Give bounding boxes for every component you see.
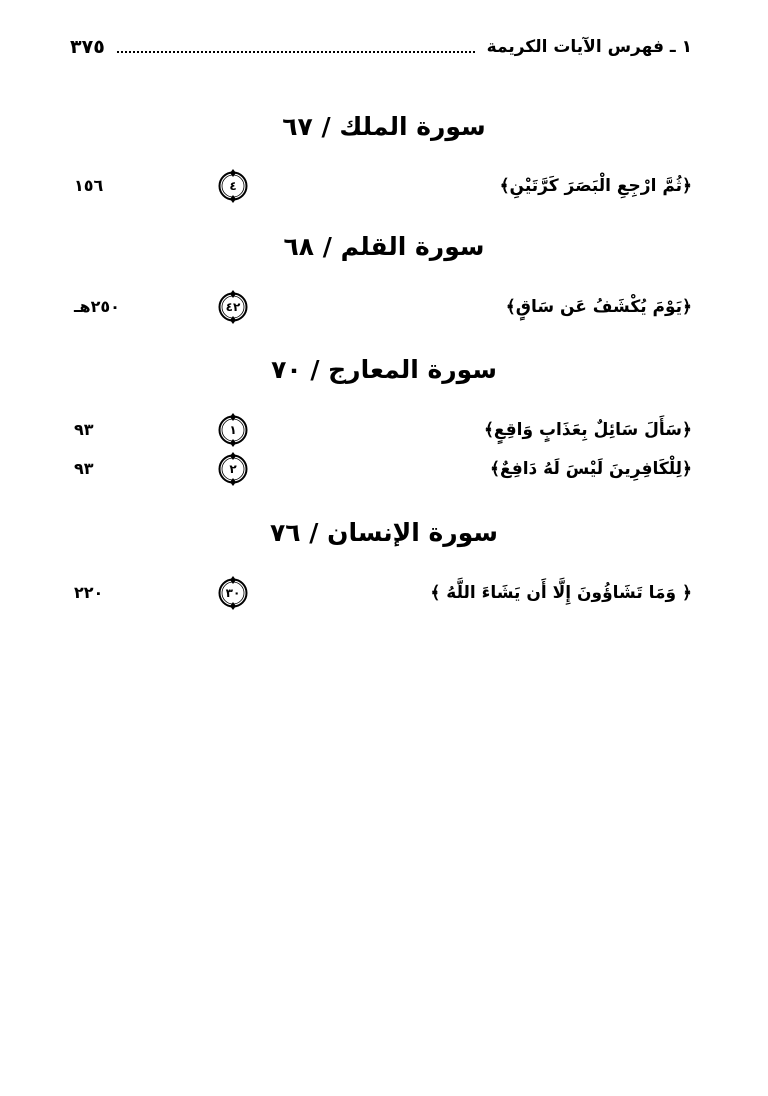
ayah-marker-icon — [216, 169, 250, 203]
ayah-number: ٢ — [229, 462, 237, 476]
verse-entry — [70, 410, 692, 450]
surah-title-al-insan: سورة الإنسان / ٧٦ — [270, 518, 498, 547]
ayah-number: ١ — [229, 423, 237, 437]
ayah-marker-icon — [216, 452, 250, 486]
verse-entry — [70, 573, 692, 613]
page-reference: ٢٢٠ — [74, 583, 104, 602]
ayah-number: ٤ — [229, 179, 237, 193]
index-title: ١ ـ فهرس الآيات الكريمة — [486, 37, 692, 57]
page-reference: ٩٣ — [74, 459, 94, 478]
ayah-number: ٤٢ — [225, 300, 241, 314]
verse-text: ﴿ وَمَا تَشَاؤُونَ إِلَّا أَن يَشَاءَ اللَّهُ ﴾ — [430, 583, 692, 603]
ayah-number: ٣٠ — [225, 586, 241, 600]
running-header — [70, 32, 692, 62]
surah-title-al-mulk: سورة الملك / ٦٧ — [282, 112, 486, 141]
surah-title-al-maarij: سورة المعارج / ٧٠ — [271, 355, 497, 384]
verse-entry — [70, 287, 692, 327]
page-reference: ٢٥٠هـ — [74, 297, 120, 316]
ayah-marker-icon — [216, 413, 250, 447]
page-reference: ٩٣ — [74, 420, 94, 439]
verse-text: ﴿سَأَلَ سَائِلٌ بِعَذَابٍ وَاقِعٍ﴾ — [483, 420, 692, 440]
verse-entry — [70, 449, 692, 489]
dot-leader — [117, 37, 475, 53]
verse-text: ﴿يَوْمَ يُكْشَفُ عَن سَاقٍ﴾ — [505, 297, 692, 317]
ayah-marker-icon — [216, 290, 250, 324]
verse-entry — [70, 166, 692, 206]
page-reference: ١٥٦ — [74, 176, 104, 195]
page-number: ٣٧٥ — [70, 36, 105, 58]
verse-text: ﴿لِلْكَافِرِينَ لَيْسَ لَهُ دَافِعٌ﴾ — [490, 459, 692, 479]
verse-text: ﴿ثُمَّ ارْجِعِ الْبَصَرَ كَرَّتَيْنِ﴾ — [499, 176, 692, 196]
surah-title-al-qalam: سورة القلم / ٦٨ — [283, 232, 485, 261]
ayah-marker-icon — [216, 576, 250, 610]
